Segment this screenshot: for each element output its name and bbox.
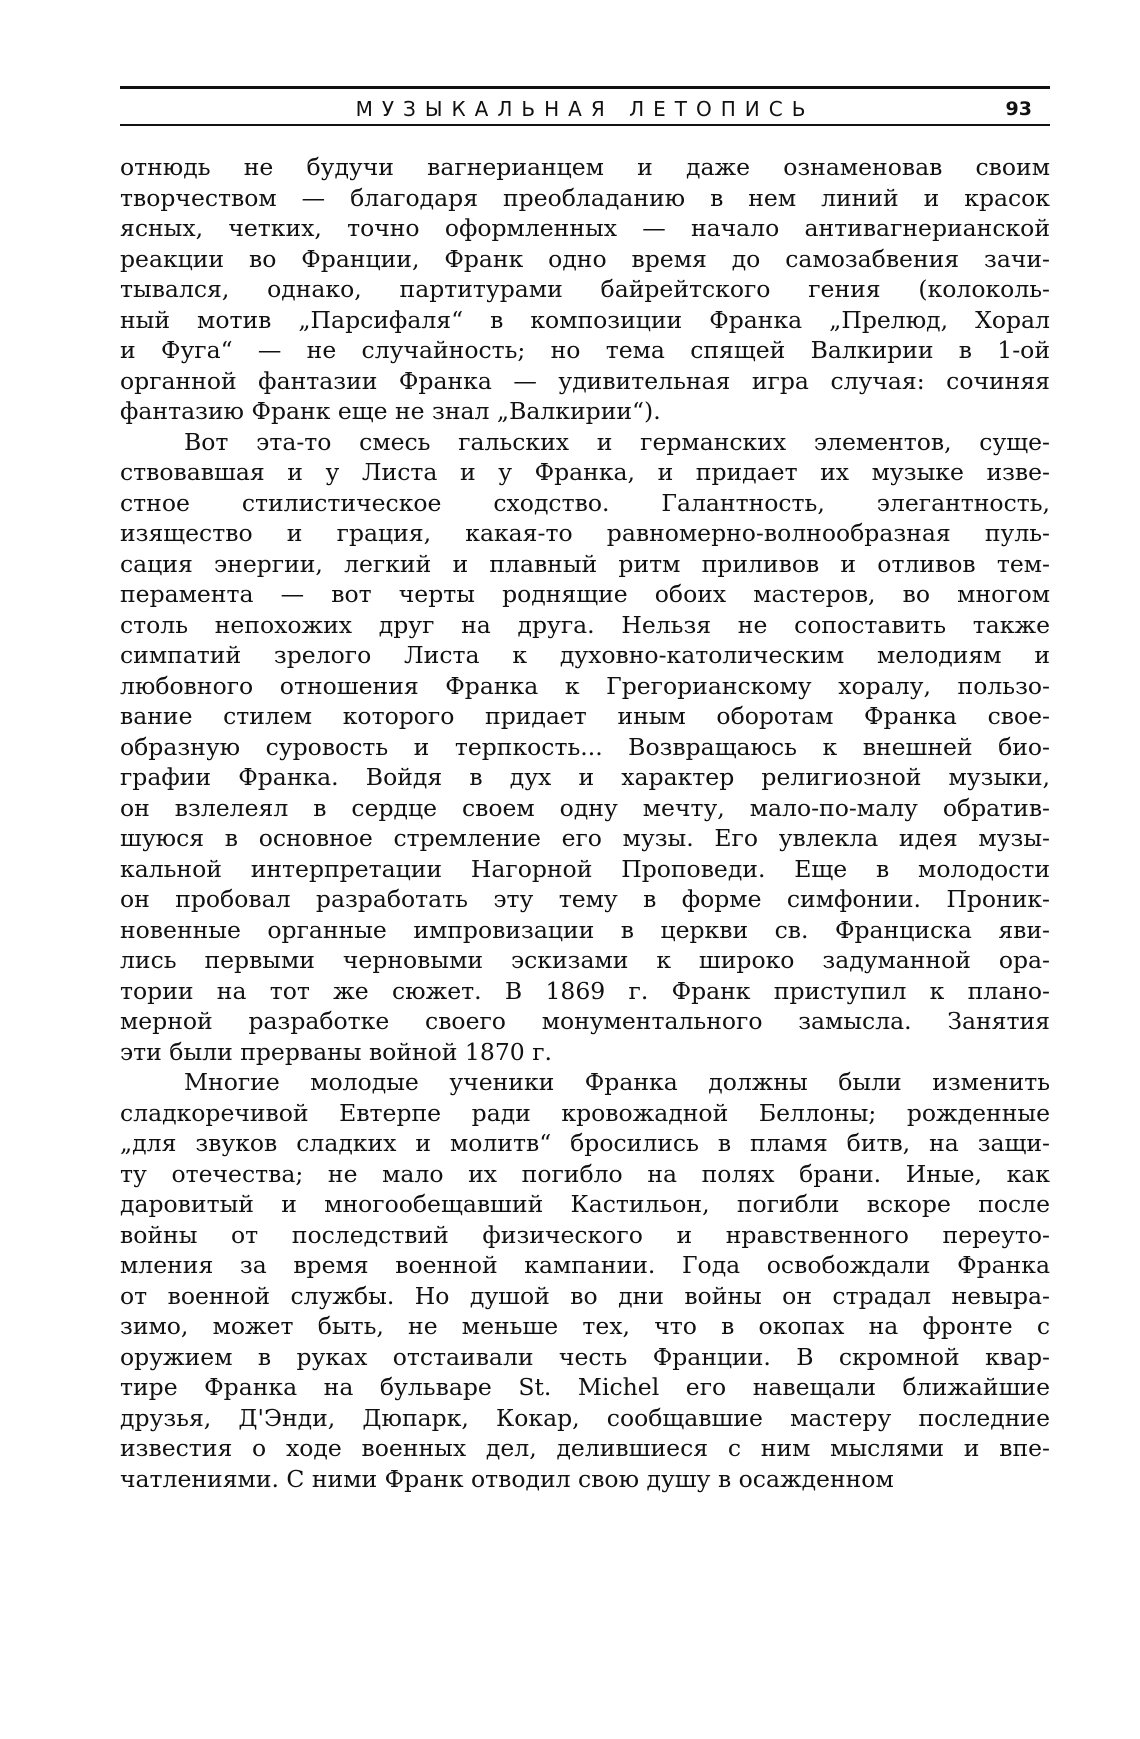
text-line: ствовавшая и у Листа и у Франка, и придает их музыке изве-: [120, 458, 1050, 486]
text-line: сация энергии, легкий и плавный ритм приливов и отливов тем-: [120, 549, 1050, 578]
text-line: фантазию Франк еще не знал „Валкирии“).: [120, 397, 661, 425]
text-line: он пробовал разработать эту тему в форме симфонии. Проник-: [120, 885, 1050, 913]
text-line: ту отечества; не мало их погибло на полях брани. Иные, как: [120, 1159, 1050, 1188]
text-line: образную суровость и терпкость... Возвращаюсь к внешней био-: [120, 732, 1050, 761]
text-line: перамента — вот черты роднящие обоих мастеров, во многом: [120, 580, 1050, 608]
paragraph: [120, 427, 1050, 1068]
paragraph: [120, 1067, 1050, 1494]
text-line: отнюдь не будучи вагнерианцем и даже ознаменовав своим: [120, 153, 1050, 181]
text-line: и Фуга“ — не случайность; но тема спящей Валкирии в 1-ой: [120, 336, 1050, 364]
text-line: чатлениями. С ними Франк отводил свою душу в осажденном: [120, 1464, 894, 1493]
text-line: Многие молодые ученики Франка должны были изменить: [184, 1068, 1050, 1096]
text-line: даровитый и многообещавший Кастильон, погибли вскоре после: [120, 1190, 1050, 1218]
text-line: эти были прерваны войной 1870 г.: [120, 1037, 552, 1066]
page-number: 93: [1005, 98, 1032, 120]
text-line: тории на тот же сюжет. В 1869 г. Франк приступил к плано-: [120, 976, 1050, 1005]
text-line: „для звуков сладких и молитв“ бросились в пламя битв, на защи-: [120, 1129, 1050, 1157]
text-line: графии Франка. Войдя в дух и характер религиозной музыки,: [120, 763, 1050, 791]
text-line: ный мотив „Парсифаля“ в композиции Франка „Прелюд, Хорал: [120, 305, 1050, 334]
text-line: стное стилистическое сходство. Галантность, элегантность,: [120, 488, 1050, 517]
text-line: мления за время военной кампании. Года освобождали Франка: [120, 1251, 1050, 1279]
text-line: новенные органные импровизации в церкви св. Франциска яви-: [120, 915, 1050, 944]
text-line: реакции во Франции, Франк одно время до самозабвения зачи-: [120, 244, 1050, 273]
text-line: сладкоречивой Евтерпе ради кровожадной Беллоны; рожденные: [120, 1098, 1050, 1127]
text-line: лись первыми черновыми эскизами к широко задуманной ора-: [120, 946, 1050, 974]
text-line: вание стилем которого придает иным оборотам Франка свое-: [120, 702, 1050, 730]
text-line: друзья, Д'Энди, Дюпарк, Кокар, сообщавшие мастеру последние: [120, 1403, 1050, 1432]
running-head: [120, 96, 1050, 122]
body-text: [120, 152, 1050, 1494]
text-line: от военной службы. Но душой во дни войны он страдал невыра-: [120, 1281, 1050, 1310]
header-rule-bottom: [120, 124, 1050, 126]
text-line: зимо, может быть, не меньше тех, что в окопах на фронте с: [120, 1312, 1050, 1340]
running-title: МУЗЫКАЛЬНАЯ ЛЕТОПИСЬ: [355, 97, 815, 121]
text-line: он взлелеял в сердце своем одну мечту, мало-по-малу обратив-: [120, 793, 1050, 822]
text-line: любовного отношения Франка к Грегорианскому хоралу, пользо-: [120, 671, 1050, 700]
text-line: оружием в руках отстаивали честь Франции. В скромной квар-: [120, 1342, 1050, 1371]
text-line: войны от последствий физического и нравственного переуто-: [120, 1220, 1050, 1249]
text-line: симпатий зрелого Листа к духовно-католическим мелодиям и: [120, 641, 1050, 669]
text-line: известия о ходе военных дел, делившиеся с ним мыслями и впе-: [120, 1434, 1050, 1462]
text-line: изящество и грация, какая-то равномерно-волнообразная пуль-: [120, 519, 1050, 547]
text-line: органной фантазии Франка — удивительная игра случая: сочиняя: [120, 366, 1050, 395]
text-line: тире Франка на бульваре St. Michel его навещали ближайшие: [120, 1373, 1050, 1401]
paragraph: [120, 152, 1050, 427]
text-line: ясных, четких, точно оформленных — начало антивагнерианской: [120, 214, 1050, 242]
text-line: творчеством — благодаря преобладанию в нем линий и красок: [120, 183, 1050, 212]
text-line: тывался, однако, партитурами байрейтского гения (колоколь-: [120, 275, 1050, 303]
header-rule-top: [120, 86, 1050, 89]
text-line: столь непохожих друг на друга. Нельзя не сопоставить также: [120, 610, 1050, 639]
text-line: кальной интерпретации Нагорной Проповеди. Еще в молодости: [120, 854, 1050, 883]
text-line: шуюся в основное стремление его музы. Его увлекла идея музы-: [120, 824, 1050, 852]
text-line: Вот эта-то смесь гальских и германских элементов, суще-: [184, 427, 1050, 456]
text-line: мерной разработке своего монументального замысла. Занятия: [120, 1007, 1050, 1035]
